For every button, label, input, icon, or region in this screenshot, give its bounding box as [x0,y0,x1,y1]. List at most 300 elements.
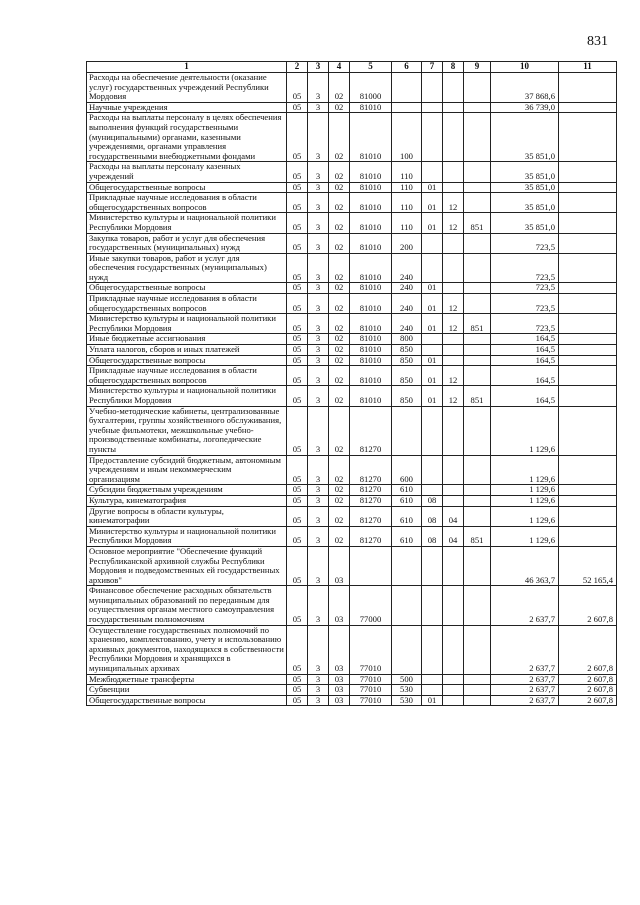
code-cell: 03 [329,685,350,696]
code-cell: 05 [287,495,308,506]
code-cell: 81010 [350,334,392,345]
code-cell: 81010 [350,233,392,253]
row-name-cell: Научные учреждения [87,102,287,113]
code-cell [443,334,464,345]
code-cell [443,162,464,182]
code-cell: 81010 [350,182,392,193]
code-cell: 100 [392,113,422,162]
code-cell: 77010 [350,625,392,674]
code-cell [443,406,464,455]
code-cell: 03 [329,586,350,625]
code-cell [443,233,464,253]
code-cell [464,366,491,386]
code-cell: 05 [287,506,308,526]
table-row [87,253,617,283]
row-name-cell: Министерство культуры и национальной политики Республики Мордовия [87,213,287,233]
code-cell [443,495,464,506]
page-number: 831 [587,34,608,49]
code-cell: 3 [308,406,329,455]
amount-cell [559,386,617,406]
table-row [87,455,617,485]
row-name-cell: Иные закупки товаров, работ и услуг для обеспечения государственных (муниципальных) нужд [87,253,287,283]
code-cell: 05 [287,685,308,696]
table-row [87,355,617,366]
code-cell [422,546,443,585]
code-cell: 05 [287,526,308,546]
table-row [87,526,617,546]
code-cell: 610 [392,506,422,526]
table-row [87,506,617,526]
code-cell: 800 [392,334,422,345]
code-cell: 850 [392,345,422,356]
row-name-cell: Министерство культуры и национальной политики Республики Мордовия [87,526,287,546]
amount-cell: 723,5 [491,233,559,253]
row-name-cell: Расходы на выплаты персоналу казенных учреждений [87,162,287,182]
code-cell [422,253,443,283]
code-cell: 02 [329,386,350,406]
code-cell: 12 [443,213,464,233]
code-cell [464,283,491,294]
amount-cell [559,213,617,233]
code-cell: 12 [443,314,464,334]
code-cell [422,233,443,253]
row-name-cell: Закупка товаров, работ и услуг для обеспечения государственных (муниципальных) нужд [87,233,287,253]
row-name-cell: Другие вопросы в области культуры, кинематографии [87,506,287,526]
code-cell: 77010 [350,685,392,696]
code-cell [443,102,464,113]
code-cell [464,73,491,103]
code-cell: 05 [287,546,308,585]
code-cell: 05 [287,314,308,334]
row-name-cell: Прикладные научные исследования в области общегосударственных вопросов [87,294,287,314]
code-cell [443,283,464,294]
table-row [87,334,617,345]
code-cell: 200 [392,233,422,253]
code-cell [464,485,491,496]
table-row [87,283,617,294]
amount-cell: 164,5 [491,334,559,345]
code-cell: 81270 [350,485,392,496]
code-cell: 02 [329,406,350,455]
code-cell: 81010 [350,366,392,386]
amount-cell [559,253,617,283]
code-cell: 3 [308,625,329,674]
code-cell: 05 [287,386,308,406]
code-cell: 01 [422,386,443,406]
code-cell: 3 [308,586,329,625]
code-cell [464,102,491,113]
amount-cell [559,506,617,526]
amount-cell: 1 129,6 [491,495,559,506]
column-header: 8 [443,62,464,73]
code-cell: 240 [392,294,422,314]
amount-cell [559,294,617,314]
amount-cell: 1 129,6 [491,506,559,526]
code-cell: 02 [329,113,350,162]
code-cell [464,625,491,674]
code-cell: 3 [308,193,329,213]
code-cell [392,406,422,455]
code-cell [464,113,491,162]
column-header: 2 [287,62,308,73]
code-cell [464,294,491,314]
amount-cell: 1 129,6 [491,526,559,546]
code-cell [443,485,464,496]
code-cell: 05 [287,406,308,455]
code-cell [464,253,491,283]
code-cell [443,674,464,685]
row-name-cell: Министерство культуры и национальной политики Республики Мордовия [87,314,287,334]
amount-cell: 2 607,8 [559,685,617,696]
code-cell: 05 [287,73,308,103]
code-cell: 05 [287,283,308,294]
code-cell: 81010 [350,162,392,182]
table-row [87,386,617,406]
table-row [87,495,617,506]
code-cell: 850 [392,366,422,386]
code-cell: 81270 [350,526,392,546]
code-cell: 02 [329,345,350,356]
amount-cell: 723,5 [491,294,559,314]
code-cell: 05 [287,233,308,253]
amount-cell: 1 129,6 [491,406,559,455]
code-cell: 610 [392,526,422,546]
code-cell: 05 [287,586,308,625]
code-cell: 3 [308,113,329,162]
table-row [87,674,617,685]
code-cell: 500 [392,674,422,685]
code-cell: 81010 [350,283,392,294]
code-cell: 02 [329,102,350,113]
code-cell: 3 [308,162,329,182]
code-cell: 05 [287,213,308,233]
code-cell [422,73,443,103]
code-cell: 02 [329,283,350,294]
code-cell: 03 [329,625,350,674]
row-name-cell: Осуществление государственных полномочий по хранению, комплектованию, учету и использованию архивных документов, находящихся в собственности Республики Мордовия и хранящихся в муниципальных архивах [87,625,287,674]
code-cell: 77010 [350,695,392,706]
code-cell: 81270 [350,406,392,455]
amount-cell: 2 637,7 [491,685,559,696]
code-cell: 05 [287,162,308,182]
header-row [87,62,617,73]
row-name-cell: Прикладные научные исследования в области общегосударственных вопросов [87,366,287,386]
table-row [87,314,617,334]
code-cell: 530 [392,695,422,706]
code-cell [464,695,491,706]
code-cell: 530 [392,685,422,696]
code-cell: 02 [329,294,350,314]
table-row [87,193,617,213]
code-cell: 05 [287,674,308,685]
amount-cell [559,102,617,113]
code-cell: 01 [422,193,443,213]
code-cell: 05 [287,366,308,386]
code-cell: 81000 [350,73,392,103]
code-cell: 01 [422,314,443,334]
code-cell: 81010 [350,314,392,334]
code-cell: 05 [287,294,308,314]
code-cell: 05 [287,345,308,356]
code-cell: 05 [287,253,308,283]
code-cell [422,334,443,345]
code-cell: 02 [329,213,350,233]
row-name-cell: Субвенции [87,685,287,696]
code-cell: 05 [287,625,308,674]
code-cell: 850 [392,386,422,406]
amount-cell [559,355,617,366]
code-cell: 3 [308,495,329,506]
code-cell: 851 [464,526,491,546]
code-cell: 81010 [350,193,392,213]
column-header: 11 [559,62,617,73]
amount-cell [559,193,617,213]
code-cell [464,233,491,253]
code-cell: 240 [392,314,422,334]
column-header: 4 [329,62,350,73]
code-cell: 02 [329,162,350,182]
amount-cell: 1 129,6 [491,485,559,496]
amount-cell: 2 637,7 [491,674,559,685]
code-cell: 02 [329,233,350,253]
amount-cell [559,334,617,345]
code-cell: 03 [329,695,350,706]
row-name-cell: Учебно-методические кабинеты, централизованные бухгалтерии, группы хозяйственного обслуживания, учебные фильмотеки, межшкольные учебно-производственные комбинаты, логопедические пункты [87,406,287,455]
amount-cell [559,283,617,294]
code-cell: 02 [329,334,350,345]
row-name-cell: Уплата налогов, сборов и иных платежей [87,345,287,356]
code-cell [464,193,491,213]
table-row [87,102,617,113]
row-name-cell: Культура, кинематография [87,495,287,506]
code-cell [422,685,443,696]
code-cell [443,182,464,193]
table-row [87,695,617,706]
code-cell [464,495,491,506]
code-cell: 05 [287,193,308,213]
amount-cell [559,314,617,334]
code-cell [443,695,464,706]
code-cell: 04 [443,506,464,526]
code-cell: 81010 [350,102,392,113]
amount-cell [559,162,617,182]
code-cell: 3 [308,506,329,526]
table-row [87,113,617,162]
code-cell: 12 [443,294,464,314]
code-cell: 05 [287,485,308,496]
code-cell [422,586,443,625]
table-row [87,406,617,455]
code-cell: 01 [422,294,443,314]
code-cell: 240 [392,253,422,283]
code-cell: 02 [329,314,350,334]
amount-cell: 35 851,0 [491,213,559,233]
code-cell [392,586,422,625]
code-cell: 610 [392,495,422,506]
code-cell: 110 [392,162,422,182]
code-cell: 3 [308,674,329,685]
table-row [87,685,617,696]
code-cell [350,546,392,585]
code-cell: 851 [464,213,491,233]
amount-cell: 723,5 [491,314,559,334]
code-cell [464,406,491,455]
code-cell [443,586,464,625]
column-header: 1 [87,62,287,73]
code-cell: 3 [308,314,329,334]
amount-cell: 35 851,0 [491,182,559,193]
code-cell: 04 [443,526,464,546]
amount-cell [559,113,617,162]
code-cell [422,113,443,162]
column-header: 3 [308,62,329,73]
code-cell [392,546,422,585]
code-cell: 3 [308,695,329,706]
row-name-cell: Общегосударственные вопросы [87,182,287,193]
amount-cell [559,485,617,496]
code-cell [443,455,464,485]
amount-cell: 35 851,0 [491,193,559,213]
code-cell [422,162,443,182]
code-cell [464,334,491,345]
code-cell: 05 [287,113,308,162]
code-cell [464,685,491,696]
code-cell [464,674,491,685]
code-cell [392,625,422,674]
code-cell: 02 [329,73,350,103]
code-cell [422,406,443,455]
column-header: 10 [491,62,559,73]
code-cell: 02 [329,366,350,386]
code-cell [422,674,443,685]
code-cell: 3 [308,182,329,193]
code-cell [443,625,464,674]
row-name-cell: Межбюджетные трансферты [87,674,287,685]
code-cell: 3 [308,685,329,696]
table-row [87,162,617,182]
code-cell: 610 [392,485,422,496]
table-row [87,182,617,193]
table-row [87,213,617,233]
amount-cell: 164,5 [491,355,559,366]
code-cell [392,102,422,113]
amount-cell [559,455,617,485]
amount-cell: 2 607,8 [559,586,617,625]
row-name-cell: Министерство культуры и национальной политики Республики Мордовия [87,386,287,406]
table-row [87,625,617,674]
code-cell: 77000 [350,586,392,625]
amount-cell [559,233,617,253]
code-cell: 3 [308,334,329,345]
amount-cell [559,73,617,103]
code-cell: 12 [443,366,464,386]
amount-cell [559,345,617,356]
code-cell: 12 [443,386,464,406]
code-cell: 03 [329,546,350,585]
code-cell: 3 [308,345,329,356]
code-cell [422,485,443,496]
table-row [87,586,617,625]
code-cell: 02 [329,253,350,283]
table-row [87,73,617,103]
code-cell: 3 [308,526,329,546]
code-cell: 08 [422,526,443,546]
code-cell: 02 [329,193,350,213]
code-cell [443,113,464,162]
code-cell: 77010 [350,674,392,685]
code-cell: 110 [392,193,422,213]
code-cell [422,625,443,674]
row-name-cell: Общегосударственные вопросы [87,695,287,706]
amount-cell: 37 868,6 [491,73,559,103]
code-cell [464,355,491,366]
code-cell [392,73,422,103]
code-cell: 03 [329,674,350,685]
code-cell [464,506,491,526]
table-body [87,73,617,706]
code-cell: 850 [392,355,422,366]
code-cell: 05 [287,455,308,485]
code-cell [422,102,443,113]
code-cell: 3 [308,73,329,103]
budget-table [86,61,617,706]
code-cell: 05 [287,334,308,345]
amount-cell [559,182,617,193]
amount-cell: 1 129,6 [491,455,559,485]
code-cell [464,345,491,356]
amount-cell: 164,5 [491,386,559,406]
row-name-cell: Основное мероприятие "Обеспечение функций Республиканской архивной службы Республики Мордовия и подведомственных ей государственных архивов" [87,546,287,585]
code-cell [464,586,491,625]
code-cell: 851 [464,314,491,334]
code-cell [422,455,443,485]
code-cell [443,546,464,585]
code-cell: 05 [287,355,308,366]
code-cell: 08 [422,495,443,506]
code-cell: 110 [392,213,422,233]
code-cell: 02 [329,182,350,193]
code-cell: 851 [464,386,491,406]
amount-cell [559,495,617,506]
code-cell: 81010 [350,386,392,406]
code-cell: 3 [308,233,329,253]
code-cell: 01 [422,355,443,366]
row-name-cell: Финансовое обеспечение расходных обязательств муниципальных образований по переданным для осуществления органам местного самоуправления государственным полномочиям [87,586,287,625]
code-cell: 600 [392,455,422,485]
amount-cell: 2 637,7 [491,586,559,625]
row-name-cell: Предоставление субсидий бюджетным, автономным учреждениям и иным некоммерческим организациям [87,455,287,485]
code-cell: 3 [308,213,329,233]
amount-cell: 723,5 [491,283,559,294]
column-header: 9 [464,62,491,73]
row-name-cell: Общегосударственные вопросы [87,355,287,366]
code-cell [464,182,491,193]
code-cell: 81010 [350,253,392,283]
amount-cell [559,526,617,546]
code-cell [422,345,443,356]
code-cell: 81010 [350,113,392,162]
code-cell [443,345,464,356]
code-cell: 02 [329,495,350,506]
code-cell: 3 [308,102,329,113]
code-cell: 81010 [350,345,392,356]
code-cell [443,73,464,103]
row-name-cell: Прикладные научные исследования в области общегосударственных вопросов [87,193,287,213]
amount-cell: 46 363,7 [491,546,559,585]
table-row [87,294,617,314]
amount-cell [559,366,617,386]
code-cell [443,355,464,366]
